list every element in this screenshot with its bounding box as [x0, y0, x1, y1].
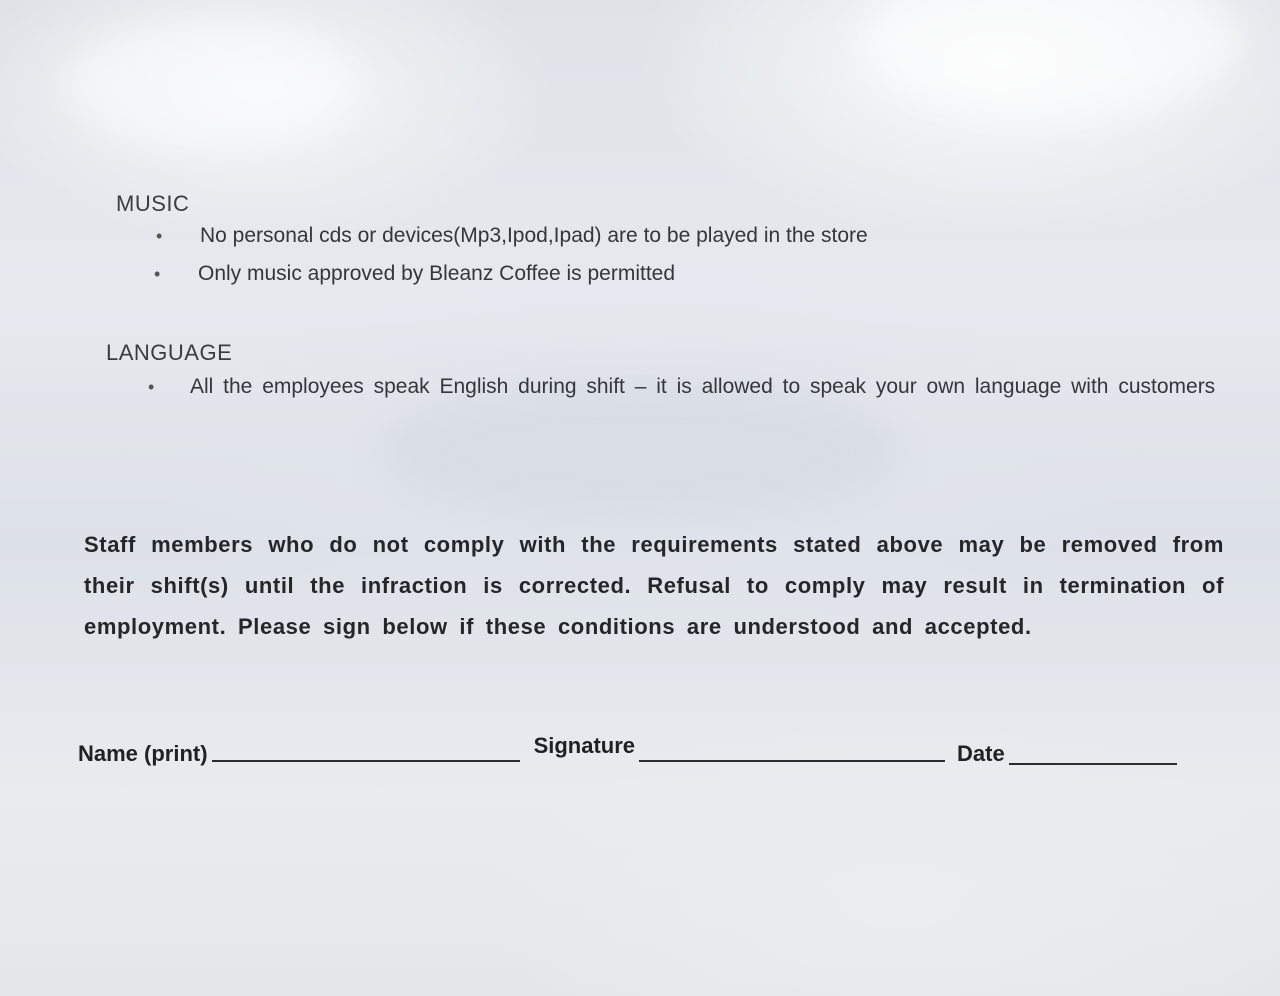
bullet-icon: •: [148, 377, 155, 397]
date-field[interactable]: [1009, 763, 1177, 765]
signature-label: Signature: [533, 733, 636, 758]
compliance-notice: Staff members who do not comply with the requirements stated above may be removed from their shift(s) until the infraction is corrected. Refusal to comply may result in termination of employment. Please sign below if these conditions are understood and accepted.: [84, 532, 1224, 639]
signature-block: [78, 733, 1230, 767]
bullet-icon: •: [156, 226, 163, 246]
music-item-2-text: Only music approved by Bleanz Coffee is permitted: [198, 262, 676, 285]
bullet-icon: •: [154, 264, 161, 284]
name-print-field[interactable]: [212, 760, 520, 762]
signature-field[interactable]: [639, 760, 945, 762]
music-item-1: [156, 215, 1056, 257]
language-item-1-text: All the employees speak English during shift – it is allowed to speak your own language with customers: [190, 375, 1216, 398]
music-item-1-text: No personal cds or devices(Mp3,Ipod,Ipad) are to be played in the store: [200, 224, 868, 247]
language-item-1: [148, 366, 1218, 408]
name-print-label: Name (print): [78, 741, 208, 766]
music-heading: MUSIC: [116, 191, 190, 216]
music-item-2: [154, 253, 1054, 295]
language-heading: LANGUAGE: [106, 340, 233, 365]
date-label: Date: [957, 741, 1005, 766]
